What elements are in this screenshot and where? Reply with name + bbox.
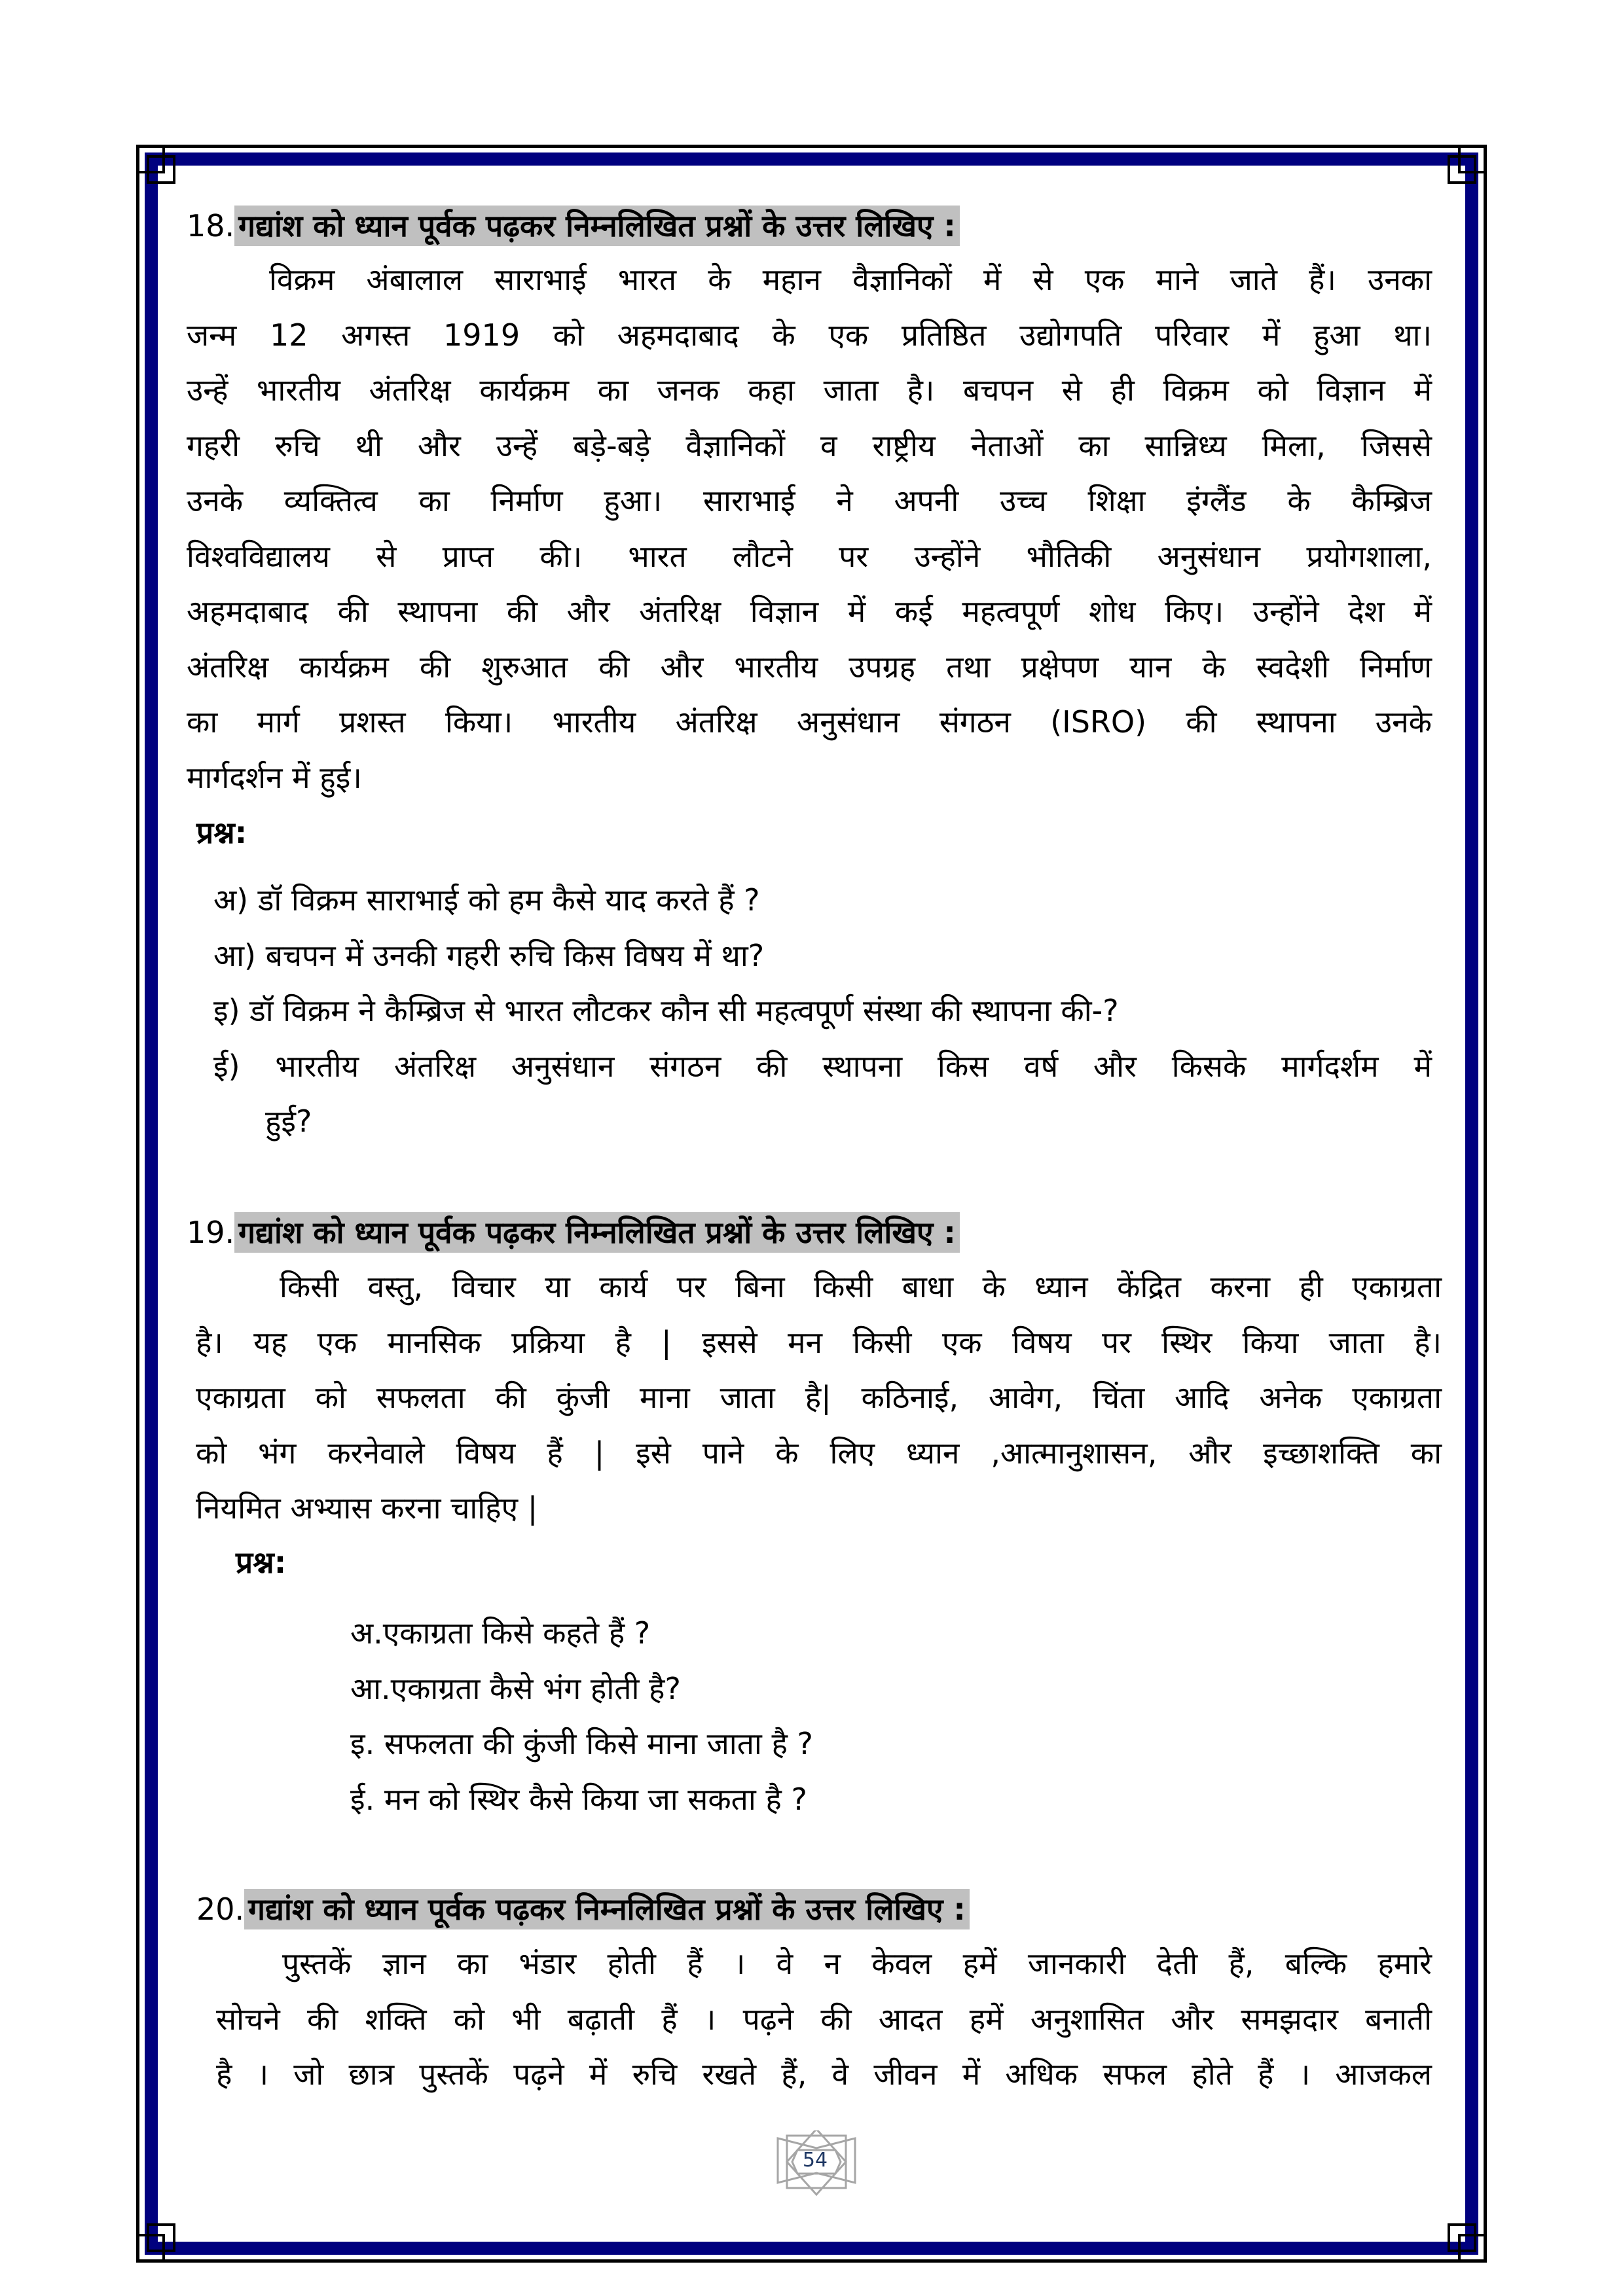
paragraph-line: सोचने की शक्ति को भी बढ़ाती हैं । पढ़ने की आदत हमें अनुशासित और समझदार बनाती	[216, 2001, 1432, 2037]
paragraph-line: उन्हें भारतीय अंतरिक्ष कार्यक्रम का जनक कहा जाता है। बचपन से ही विक्रम को विज्ञान में	[187, 372, 1432, 408]
question-item: अ) डॉ विक्रम साराभाई को हम कैसे याद करते हैं ?	[213, 882, 760, 918]
corner-ornament	[147, 2223, 175, 2252]
paragraph-line: है। यह एक मानसिक प्रक्रिया है | इससे मन किसी एक विषय पर स्थिर किया जाता है।	[196, 1324, 1442, 1360]
questions-label: प्रश्न:	[236, 1545, 287, 1580]
paragraph-line: जन्म 12 अगस्त 1919 को अहमदाबाद के एक प्रतिष्ठित उद्योगपति परिवार में हुआ था।	[187, 317, 1432, 353]
question-item: अ.एकाग्रता किसे कहते हैं ?	[350, 1615, 651, 1651]
corner-ornament	[1448, 2223, 1476, 2252]
heading-text: गद्यांश को ध्यान पूर्वक पढ़कर निम्नलिखित प्रश्नों के उत्तर लिखिए :	[244, 1889, 970, 1929]
paragraph-line: को भंग करनेवाले विषय हैं | इसे पाने के लिए ध्यान ,आत्मानुशासन, और इच्छाशक्ति का	[196, 1435, 1442, 1471]
paragraph-line: मार्गदर्शन में हुई।	[187, 759, 362, 795]
page-number-ornament	[773, 2130, 858, 2202]
question-item: ई) भारतीय अंतरिक्ष अनुसंधान संगठन की स्थापना किस वर्ष और किसके मार्गदर्शम में	[213, 1048, 1432, 1084]
question-item: ई. मन को स्थिर कैसे किया जा सकता है ?	[350, 1781, 807, 1817]
paragraph-line: किसी वस्तु, विचार या कार्य पर बिना किसी बाधा के ध्यान केंद्रित करना ही एकाग्रता	[280, 1269, 1442, 1304]
section-heading	[187, 203, 960, 249]
paragraph-line: का मार्ग प्रशस्त किया। भारतीय अंतरिक्ष अनुसंधान संगठन (ISRO) की स्थापना उनके	[187, 704, 1432, 740]
questions-label: प्रश्न:	[196, 815, 247, 850]
section-heading	[196, 1886, 970, 1932]
page-number: 54	[802, 2149, 828, 2172]
paragraph-line: उनके व्यक्तित्व का निर्माण हुआ। साराभाई ने अपनी उच्च शिक्षा इंग्लैंड के कैम्ब्रिज	[187, 483, 1432, 518]
corner-ornament	[1448, 155, 1476, 184]
paragraph-line: पुस्तकें ज्ञान का भंडार होती हैं । वे न केवल हमें जानकारी देती हैं, बल्कि हमारे	[282, 1946, 1432, 1981]
paragraph-line: गहरी रुचि थी और उन्हें बड़े-बड़े वैज्ञानिकों व राष्ट्रीय नेताओं का सान्निध्य मिला, जिससे	[187, 427, 1432, 463]
question-item: इ. सफलता की कुंजी किसे माना जाता है ?	[350, 1726, 813, 1761]
heading-text: गद्यांश को ध्यान पूर्वक पढ़कर निम्नलिखित प्रश्नों के उत्तर लिखिए :	[234, 206, 960, 246]
heading-text: गद्यांश को ध्यान पूर्वक पढ़कर निम्नलिखित प्रश्नों के उत्तर लिखिए :	[234, 1212, 960, 1253]
paragraph-line: विक्रम अंबालाल साराभाई भारत के महान वैज्ञानिकों में से एक माने जाते हैं। उनका	[269, 262, 1432, 297]
question-item: हुई?	[265, 1103, 312, 1139]
question-item: आ) बचपन में उनकी गहरी रुचि किस विषय में था?	[213, 937, 765, 973]
paragraph-line: अहमदाबाद की स्थापना की और अंतरिक्ष विज्ञान में कई महत्वपूर्ण शोध किए। उन्होंने देश में	[187, 594, 1432, 629]
paragraph-line: है । जो छात्र पुस्तकें पढ़ने में रुचि रखते हैं, वे जीवन में अधिक सफल होते हैं । आजकल	[216, 2056, 1432, 2092]
question-number: 19.	[187, 1215, 235, 1250]
paragraph-line: नियमित अभ्यास करना चाहिए |	[196, 1490, 538, 1526]
question-number: 20.	[196, 1892, 245, 1927]
question-item: इ) डॉ विक्रम ने कैम्ब्रिज से भारत लौटकर कौन सी महत्वपूर्ण संस्था की स्थापना की-?	[213, 993, 1119, 1028]
question-item: आ.एकाग्रता कैसे भंग होती है?	[350, 1670, 681, 1706]
question-number: 18.	[187, 208, 235, 243]
section-heading	[187, 1210, 960, 1255]
paragraph-line: विश्वविद्यालय से प्राप्त की। भारत लौटने पर उन्होंने भौतिकी अनुसंधान प्रयोगशाला,	[187, 538, 1432, 574]
paragraph-line: एकाग्रता को सफलता की कुंजी माना जाता है| कठिनाई, आवेग, चिंता आदि अनेक एकाग्रता	[196, 1380, 1442, 1415]
paragraph-line: अंतरिक्ष कार्यक्रम की शुरुआत की और भारतीय उपग्रह तथा प्रक्षेपण यान के स्वदेशी निर्माण	[187, 649, 1432, 685]
corner-ornament	[147, 155, 175, 184]
